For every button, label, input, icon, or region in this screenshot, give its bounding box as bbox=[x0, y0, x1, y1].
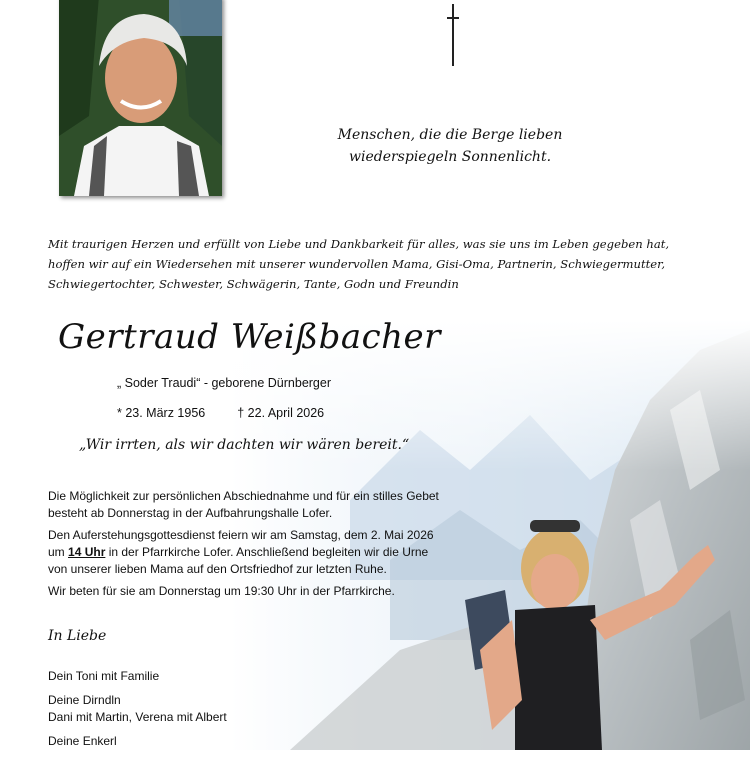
info-line: Die Möglichkeit zur persönlichen Abschiednahme und für ein stilles Gebet bbox=[48, 489, 439, 503]
intro-line: Schwiegertochter, Schwester, Schwägerin, Tante, Godn und Freundin bbox=[48, 277, 459, 291]
mourner-line: Deine Dirndln bbox=[48, 693, 121, 707]
info-prefix: um bbox=[48, 545, 69, 559]
mourners-list bbox=[48, 668, 227, 757]
mourner-group: Dein Toni mit Familie bbox=[48, 669, 160, 683]
info-suffix: in der Pfarrkirche Lofer. Anschließend begleiten wir die Urne bbox=[105, 545, 429, 559]
mourner-line: Dani mit Martin, Verena mit Albert bbox=[48, 710, 227, 724]
motto-line: wiederspiegeln Sonnenlicht. bbox=[348, 149, 552, 165]
info-line: besteht ab Donnerstag in der Aufbahrungshalle Lofer. bbox=[48, 506, 333, 520]
deceased-name: Gertraud Weißbacher bbox=[58, 317, 441, 357]
motto bbox=[330, 124, 570, 168]
life-dates bbox=[117, 406, 324, 420]
portrait-photo bbox=[59, 0, 222, 196]
info-line bbox=[48, 544, 468, 561]
info-line: von unserer lieben Mama auf den Ortsfriedhof zur letzten Ruhe. bbox=[48, 562, 387, 576]
motto-line: Menschen, die die Berge lieben bbox=[337, 127, 563, 143]
death-date: † 22. April 2026 bbox=[237, 406, 325, 420]
cross-icon bbox=[446, 4, 460, 66]
ceremony-info bbox=[48, 488, 468, 605]
closing-phrase: In Liebe bbox=[48, 628, 107, 644]
service-info bbox=[48, 527, 468, 578]
intro-line: Mit traurigen Herzen und erfüllt von Liebe und Dankbarkeit für alles, was sie uns im Leben gegeben hat, bbox=[48, 237, 670, 251]
mourner-group: Deine Enkerl bbox=[48, 734, 117, 748]
prayer-info: Wir beten für sie am Donnerstag um 19:30 Uhr in der Pfarrkirche. bbox=[48, 584, 395, 598]
viewing-info bbox=[48, 488, 468, 522]
nickname: „ Soder Traudi“ - geborene Dürnberger bbox=[117, 376, 332, 390]
intro-line: hoffen wir auf ein Wiedersehen mit unserer wundervollen Mama, Gisi-Oma, Partnerin, Schwiegermutter, bbox=[48, 257, 666, 271]
quote: „Wir irrten, als wir dachten wir wären bereit.“ bbox=[79, 437, 410, 453]
intro-text bbox=[48, 234, 688, 294]
birth-date: * 23. März 1956 bbox=[117, 406, 206, 420]
info-line: Den Auferstehungsgottesdienst feiern wir am Samstag, dem 2. Mai 2026 bbox=[48, 528, 434, 542]
service-time: 14 Uhr bbox=[68, 545, 106, 559]
mourner-group bbox=[48, 692, 227, 726]
